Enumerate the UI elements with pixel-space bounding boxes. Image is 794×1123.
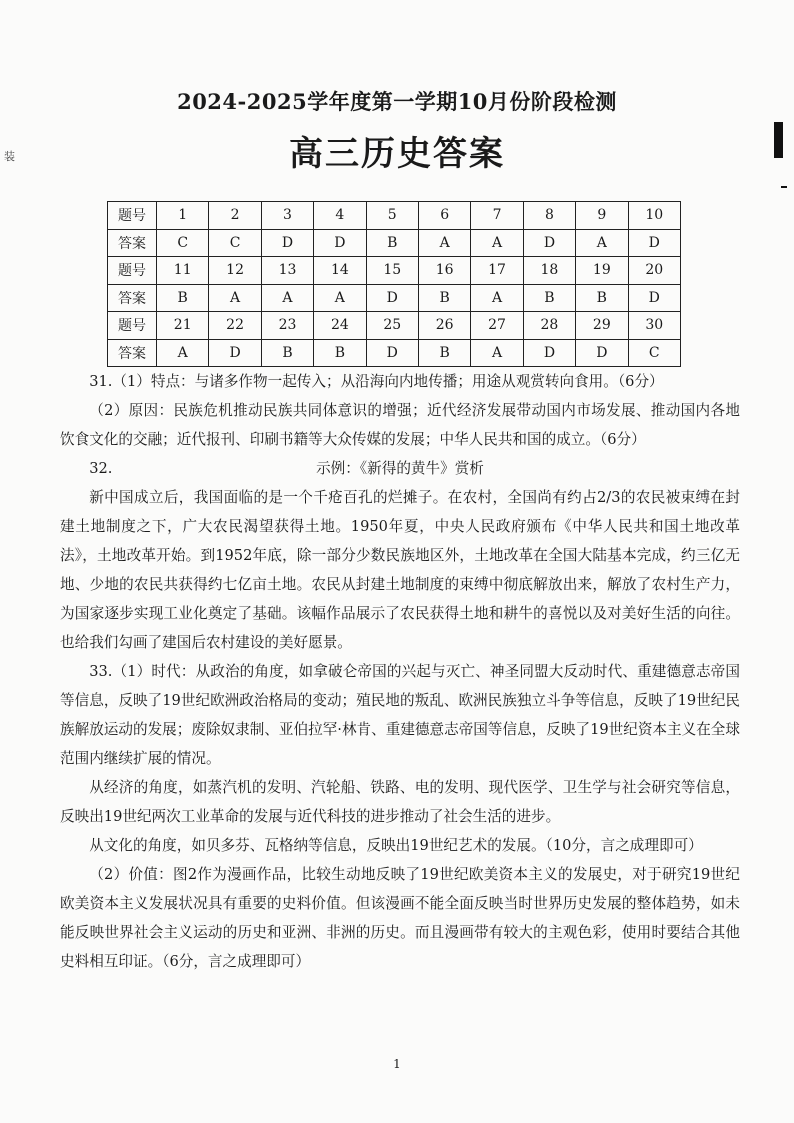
row-label: 题号 <box>108 312 157 340</box>
table-cell: 22 <box>209 312 261 340</box>
table-cell: 13 <box>261 257 313 285</box>
table-cell: D <box>366 339 418 367</box>
table-cell: A <box>471 339 523 367</box>
table-cell: D <box>523 229 575 257</box>
table-cell: A <box>418 229 470 257</box>
table-cell: C <box>209 229 261 257</box>
table-cell: C <box>628 339 680 367</box>
table-cell: A <box>209 284 261 312</box>
q31-part2: （2）原因：民族危机推动民族共同体意识的增强；近代经济发展带动国内市场发展、推动国内各地饮食文化的交融；近代报刊、印刷书籍等大众传媒的发展；中华人民共和国的成立。（6分） <box>60 402 740 448</box>
answer-body <box>60 367 740 976</box>
q32-number: 32. <box>89 460 113 477</box>
table-cell: 23 <box>261 312 313 340</box>
table-cell: 2 <box>209 202 261 230</box>
table-cell: D <box>261 229 313 257</box>
table-cell: 27 <box>471 312 523 340</box>
table-cell: 25 <box>366 312 418 340</box>
table-row <box>108 312 681 340</box>
table-row <box>108 229 681 257</box>
table-cell: A <box>576 229 628 257</box>
table-cell: A <box>261 284 313 312</box>
table-cell: 1 <box>157 202 209 230</box>
q31-part1: 31.（1）特点：与诸多作物一起传入；从沿海向内地传播；用途从观赏转向食用。（6分） <box>89 373 664 390</box>
table-row <box>108 339 681 367</box>
q32-heading: 示例：《新得的黄牛》赏析 <box>316 460 484 477</box>
table-cell: 6 <box>418 202 470 230</box>
row-label: 题号 <box>108 202 157 230</box>
table-row <box>108 257 681 285</box>
table-cell: 15 <box>366 257 418 285</box>
q33-culture: 从文化的角度，如贝多芬、瓦格纳等信息，反映出19世纪艺术的发展。（10分，言之成理即可） <box>89 837 703 854</box>
table-row <box>108 284 681 312</box>
table-cell: A <box>157 339 209 367</box>
table-cell: 19 <box>576 257 628 285</box>
table-cell: D <box>628 229 680 257</box>
table-cell: D <box>366 284 418 312</box>
table-cell: A <box>471 284 523 312</box>
q33-part1: 33.（1）时代：从政治的角度，如拿破仑帝国的兴起与灭亡、神圣同盟大反动时代、重建德意志帝国等信息，反映了19世纪欧洲政治格局的变动；殖民地的叛乱、欧洲民族独立斗争等信息，反映了19世纪民族解放运动的发展；废除奴隶制、亚伯拉罕·林肯、重建德意志帝国等信息，反映了19世纪资本主义在全球范围内继续扩展的情况。 <box>60 663 740 767</box>
table-cell: D <box>628 284 680 312</box>
table-cell: B <box>261 339 313 367</box>
table-cell: A <box>471 229 523 257</box>
table-cell: B <box>418 339 470 367</box>
table-cell: C <box>157 229 209 257</box>
table-cell: B <box>576 284 628 312</box>
table-cell: D <box>314 229 366 257</box>
table-cell: 12 <box>209 257 261 285</box>
table-cell: 7 <box>471 202 523 230</box>
answer-table <box>107 201 681 367</box>
table-cell: 11 <box>157 257 209 285</box>
page-number: 1 <box>393 1057 401 1071</box>
table-cell: 16 <box>418 257 470 285</box>
row-label: 答案 <box>108 284 157 312</box>
scan-edge-tick <box>781 186 787 188</box>
table-row <box>108 202 681 230</box>
table-cell: B <box>314 339 366 367</box>
table-cell: D <box>209 339 261 367</box>
table-cell: 29 <box>576 312 628 340</box>
binding-margin-mark: 装 <box>4 150 15 163</box>
q33-economy: 从经济的角度，如蒸汽机的发明、汽轮船、铁路、电的发明、现代医学、卫生学与社会研究等信息，反映出19世纪两次工业革命的发展与近代科技的进步推动了社会生活的进步。 <box>60 779 740 825</box>
table-cell: 28 <box>523 312 575 340</box>
q32-heading-line <box>60 454 740 483</box>
row-label: 题号 <box>108 257 157 285</box>
table-cell: 3 <box>261 202 313 230</box>
table-cell: D <box>576 339 628 367</box>
table-cell: 9 <box>576 202 628 230</box>
row-label: 答案 <box>108 229 157 257</box>
table-cell: 20 <box>628 257 680 285</box>
table-cell: 10 <box>628 202 680 230</box>
exam-subtitle: 2024-2025学年度第一学期10月份阶段检测 <box>177 89 617 114</box>
table-cell: 21 <box>157 312 209 340</box>
page-title: 高三历史答案 <box>289 134 505 174</box>
table-cell: 8 <box>523 202 575 230</box>
table-cell: 18 <box>523 257 575 285</box>
row-label: 答案 <box>108 339 157 367</box>
table-cell: B <box>157 284 209 312</box>
table-cell: 5 <box>366 202 418 230</box>
table-cell: B <box>418 284 470 312</box>
table-cell: 24 <box>314 312 366 340</box>
q32-body: 新中国成立后，我国面临的是一个千疮百孔的烂摊子。在农村，全国尚有约占2/3的农民被束缚在封建土地制度之下，广大农民渴望获得土地。1950年夏，中央人民政府颁布《中华人民共和国土地改革法》，土地改革开始。到1952年底，除一部分少数民族地区外，土地改革在全国大陆基本完成，约三亿无地、少地的农民共获得约七亿亩土地。农民从封建土地制度的束缚中彻底解放出来，解放了农村生产力，为国家逐步实现工业化奠定了基础。该幅作品展示了农民获得土地和耕牛的喜悦以及对美好生活的向往。也给我们勾画了建国后农村建设的美好愿景。 <box>60 489 740 651</box>
table-cell: 14 <box>314 257 366 285</box>
table-cell: D <box>523 339 575 367</box>
table-cell: B <box>523 284 575 312</box>
table-cell: A <box>314 284 366 312</box>
table-cell: 26 <box>418 312 470 340</box>
table-cell: 17 <box>471 257 523 285</box>
table-cell: 30 <box>628 312 680 340</box>
table-cell: 4 <box>314 202 366 230</box>
q33-part2: （2）价值：图2作为漫画作品，比较生动地反映了19世纪欧美资本主义的发展史，对于研究19世纪欧美资本主义发展状况具有重要的史料价值。但该漫画不能全面反映当时世界历史发展的整体趋势，如未能反映世界社会主义运动的历史和亚洲、非洲的历史。而且漫画带有较大的主观色彩，使用时要结合其他史料相互印证。（6分，言之成理即可） <box>60 866 740 970</box>
table-cell: B <box>366 229 418 257</box>
